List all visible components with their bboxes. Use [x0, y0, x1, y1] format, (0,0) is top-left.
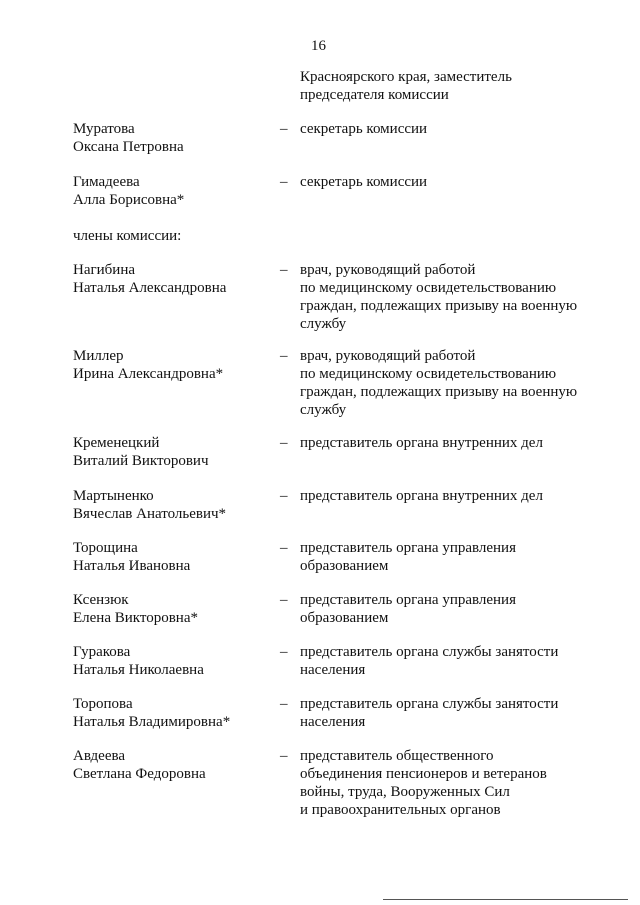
dash: –	[280, 348, 288, 364]
person-name	[73, 747, 206, 783]
role-line: граждан, подлежащих призыву на военную	[300, 298, 578, 314]
dash: –	[280, 592, 288, 608]
role-line: объединения пенсионеров и ветеранов	[300, 766, 547, 782]
role-line: населения	[300, 662, 366, 678]
given-names: Светлана Федоровна	[73, 766, 206, 782]
bottom-divider	[383, 899, 628, 900]
dash: –	[280, 174, 288, 190]
continued-role-line: председателя комиссии	[300, 87, 449, 103]
role-line: представитель органа управления	[300, 540, 516, 556]
dash: –	[280, 644, 288, 660]
given-names: Оксана Петровна	[73, 139, 184, 155]
person-name	[73, 591, 198, 627]
person-name	[73, 539, 190, 575]
surname: Муратова	[73, 121, 135, 137]
surname: Гимадеева	[73, 174, 140, 190]
surname: Мартыненко	[73, 488, 154, 504]
role-line: представитель органа внутренних дел	[300, 435, 543, 451]
person-name	[73, 695, 230, 731]
person-name	[73, 173, 184, 209]
person-name	[73, 434, 208, 470]
dash: –	[280, 748, 288, 764]
given-names: Наталья Ивановна	[73, 558, 191, 574]
dash: –	[280, 262, 288, 278]
person-role	[300, 695, 558, 731]
surname: Торопова	[73, 696, 133, 712]
given-names: Виталий Викторович	[73, 453, 209, 469]
person-role	[300, 347, 577, 419]
role-line: службу	[300, 316, 347, 332]
surname: Авдеева	[73, 748, 126, 764]
role-line: представитель органа внутренних дел	[300, 488, 543, 504]
surname: Гуракова	[73, 644, 131, 660]
given-names: Алла Борисовна*	[73, 192, 185, 208]
person-role	[300, 643, 558, 679]
role-line: образованием	[300, 610, 389, 626]
person-role	[300, 434, 543, 452]
given-names: Наталья Александровна	[73, 280, 227, 296]
role-line: войны, труда, Вооруженных Сил	[300, 784, 510, 800]
person-role	[300, 173, 427, 191]
person-name	[73, 643, 204, 679]
role-line: секретарь комиссии	[300, 121, 428, 137]
surname: Торощина	[73, 540, 138, 556]
role-line: врач, руководящий работой	[300, 262, 476, 278]
role-line: секретарь комиссии	[300, 174, 428, 190]
page-number: 16	[311, 38, 326, 54]
surname: Ксензюк	[73, 592, 129, 608]
dash: –	[280, 488, 288, 504]
given-names: Ирина Александровна*	[73, 366, 224, 382]
role-line: представитель органа управления	[300, 592, 516, 608]
role-line: службу	[300, 402, 347, 418]
person-role	[300, 487, 543, 505]
continued-role-line: Красноярского края, заместитель	[300, 69, 512, 85]
person-role	[300, 591, 516, 627]
dash: –	[280, 696, 288, 712]
person-role	[300, 539, 516, 575]
surname: Кременецкий	[73, 435, 160, 451]
person-role	[300, 747, 547, 819]
role-line: по медицинскому освидетельствованию	[300, 366, 557, 382]
person-role	[300, 120, 427, 138]
role-line: граждан, подлежащих призыву на военную	[300, 384, 578, 400]
role-line: представитель органа службы занятости	[300, 696, 559, 712]
given-names: Наталья Владимировна*	[73, 714, 231, 730]
members-heading: члены комиссии:	[73, 228, 182, 244]
continued-role-text	[300, 68, 512, 104]
role-line: врач, руководящий работой	[300, 348, 476, 364]
dash: –	[280, 435, 288, 451]
role-line: образованием	[300, 558, 389, 574]
person-role	[300, 261, 577, 333]
person-name	[73, 120, 184, 156]
role-line: представитель органа службы занятости	[300, 644, 559, 660]
given-names: Наталья Николаевна	[73, 662, 204, 678]
person-name	[73, 347, 223, 383]
role-line: по медицинскому освидетельствованию	[300, 280, 557, 296]
surname: Миллер	[73, 348, 124, 364]
role-line: и правоохранительных органов	[300, 802, 501, 818]
dash: –	[280, 121, 288, 137]
person-name	[73, 261, 226, 297]
surname: Нагибина	[73, 262, 136, 278]
role-line: представитель общественного	[300, 748, 494, 764]
given-names: Елена Викторовна*	[73, 610, 198, 626]
person-name	[73, 487, 226, 523]
dash: –	[280, 540, 288, 556]
given-names: Вячеслав Анатольевич*	[73, 506, 227, 522]
role-line: населения	[300, 714, 366, 730]
